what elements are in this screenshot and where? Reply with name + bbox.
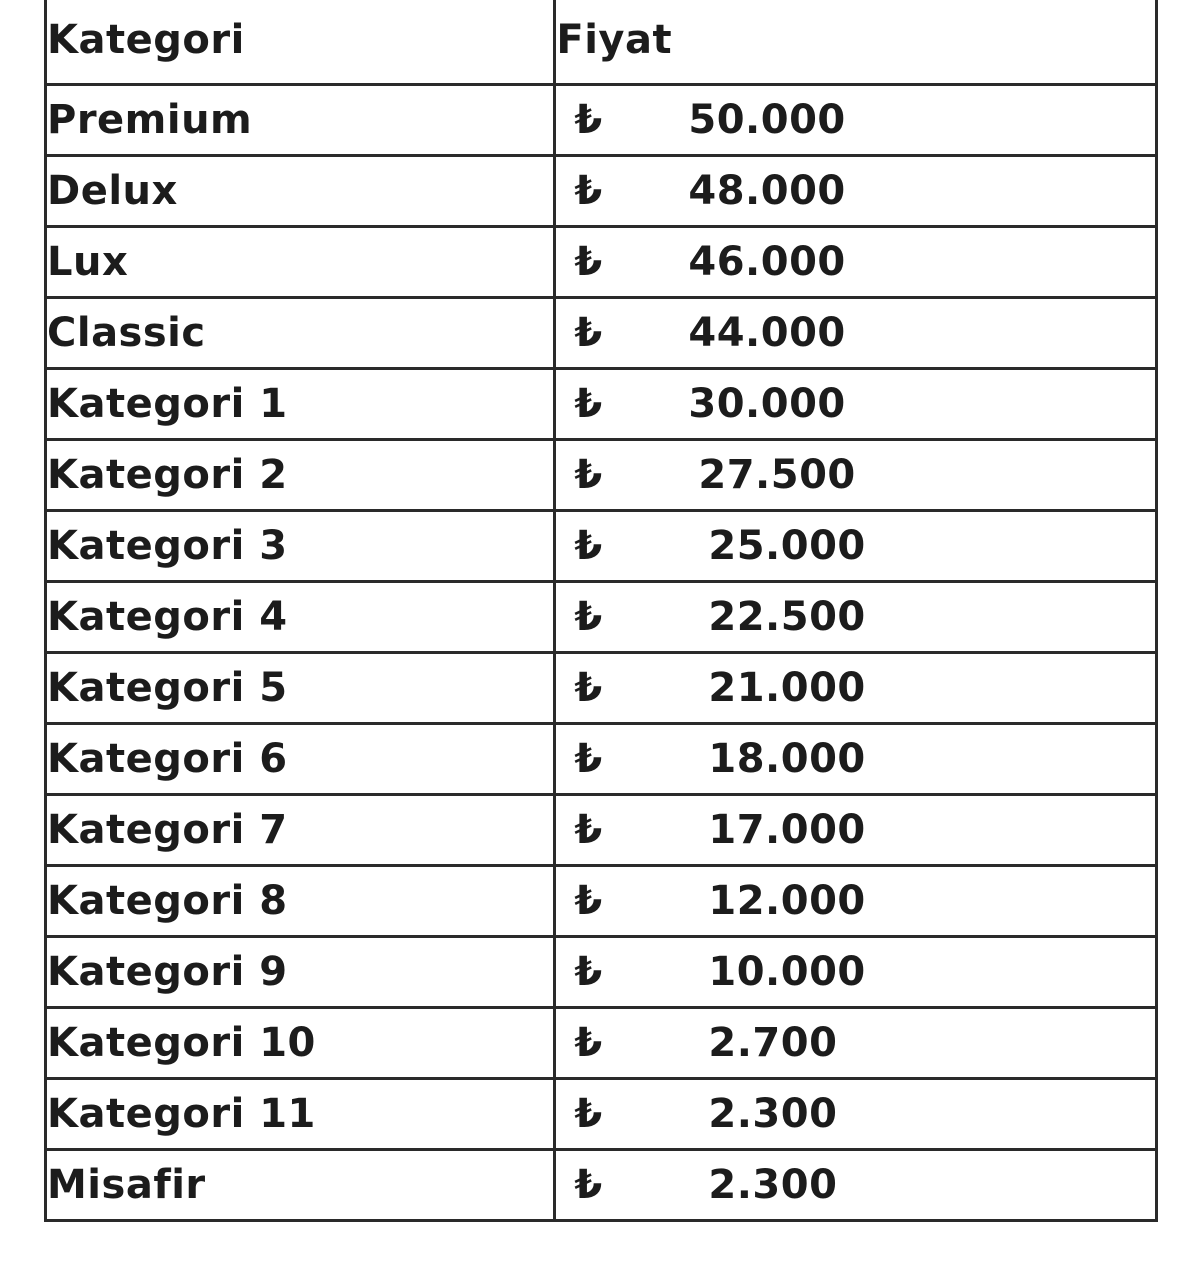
price-cell xyxy=(555,653,1157,724)
lira-symbol: ₺ xyxy=(574,1020,603,1066)
price-amount: 12.000 xyxy=(708,878,866,924)
table-row xyxy=(46,440,1157,511)
price-cell xyxy=(555,369,1157,440)
price-amount: 2.300 xyxy=(708,1162,838,1208)
category-cell: Kategori 4 xyxy=(46,582,555,653)
table-row xyxy=(46,724,1157,795)
category-cell: Delux xyxy=(46,156,555,227)
price-amount: 46.000 xyxy=(688,239,846,285)
table-row xyxy=(46,298,1157,369)
lira-symbol: ₺ xyxy=(574,878,603,924)
lira-symbol: ₺ xyxy=(574,594,603,640)
price-cell xyxy=(555,1150,1157,1221)
category-cell: Kategori 11 xyxy=(46,1079,555,1150)
lira-symbol: ₺ xyxy=(574,310,603,356)
price-cell xyxy=(555,724,1157,795)
price-cell xyxy=(555,1079,1157,1150)
price-amount: 30.000 xyxy=(688,381,846,427)
lira-symbol: ₺ xyxy=(574,1162,603,1208)
price-table xyxy=(44,0,1158,1222)
category-cell: Kategori 7 xyxy=(46,795,555,866)
price-amount: 18.000 xyxy=(708,736,866,782)
price-amount: 10.000 xyxy=(708,949,866,995)
table-row xyxy=(46,511,1157,582)
price-cell xyxy=(555,227,1157,298)
category-cell: Premium xyxy=(46,85,555,156)
price-cell xyxy=(555,795,1157,866)
price-cell xyxy=(555,440,1157,511)
lira-symbol: ₺ xyxy=(574,381,603,427)
lira-symbol: ₺ xyxy=(574,1091,603,1137)
lira-symbol: ₺ xyxy=(574,949,603,995)
table-row xyxy=(46,1150,1157,1221)
table-row xyxy=(46,866,1157,937)
column-header-price: Fiyat xyxy=(555,0,1157,85)
lira-symbol: ₺ xyxy=(574,523,603,569)
price-amount: 48.000 xyxy=(688,168,846,214)
table-row xyxy=(46,156,1157,227)
table-row xyxy=(46,369,1157,440)
price-amount: 27.500 xyxy=(698,452,856,498)
lira-symbol: ₺ xyxy=(574,665,603,711)
price-amount: 50.000 xyxy=(688,97,846,143)
price-cell xyxy=(555,582,1157,653)
lira-symbol: ₺ xyxy=(574,807,603,853)
price-amount: 25.000 xyxy=(708,523,866,569)
price-cell xyxy=(555,937,1157,1008)
category-cell: Misafir xyxy=(46,1150,555,1221)
column-header-category: Kategori xyxy=(46,0,555,85)
table-row xyxy=(46,795,1157,866)
price-cell xyxy=(555,1008,1157,1079)
table-row xyxy=(46,937,1157,1008)
category-cell: Kategori 6 xyxy=(46,724,555,795)
category-cell: Classic xyxy=(46,298,555,369)
lira-symbol: ₺ xyxy=(574,736,603,782)
table-row xyxy=(46,1008,1157,1079)
price-amount: 44.000 xyxy=(688,310,846,356)
price-cell xyxy=(555,156,1157,227)
price-amount: 2.700 xyxy=(708,1020,838,1066)
category-cell: Kategori 3 xyxy=(46,511,555,582)
category-cell: Kategori 1 xyxy=(46,369,555,440)
price-cell xyxy=(555,85,1157,156)
table-row xyxy=(46,653,1157,724)
price-cell xyxy=(555,511,1157,582)
category-cell: Kategori 5 xyxy=(46,653,555,724)
price-cell xyxy=(555,298,1157,369)
category-cell: Kategori 10 xyxy=(46,1008,555,1079)
category-cell: Lux xyxy=(46,227,555,298)
table-row xyxy=(46,582,1157,653)
table-header-row xyxy=(46,0,1157,85)
category-cell: Kategori 9 xyxy=(46,937,555,1008)
price-amount: 17.000 xyxy=(708,807,866,853)
price-amount: 22.500 xyxy=(708,594,866,640)
lira-symbol: ₺ xyxy=(574,97,603,143)
category-cell: Kategori 2 xyxy=(46,440,555,511)
lira-symbol: ₺ xyxy=(574,452,603,498)
lira-symbol: ₺ xyxy=(574,168,603,214)
lira-symbol: ₺ xyxy=(574,239,603,285)
category-cell: Kategori 8 xyxy=(46,866,555,937)
price-cell xyxy=(555,866,1157,937)
table-row xyxy=(46,227,1157,298)
price-amount: 21.000 xyxy=(708,665,866,711)
table-row xyxy=(46,85,1157,156)
price-amount: 2.300 xyxy=(708,1091,838,1137)
table-row xyxy=(46,1079,1157,1150)
